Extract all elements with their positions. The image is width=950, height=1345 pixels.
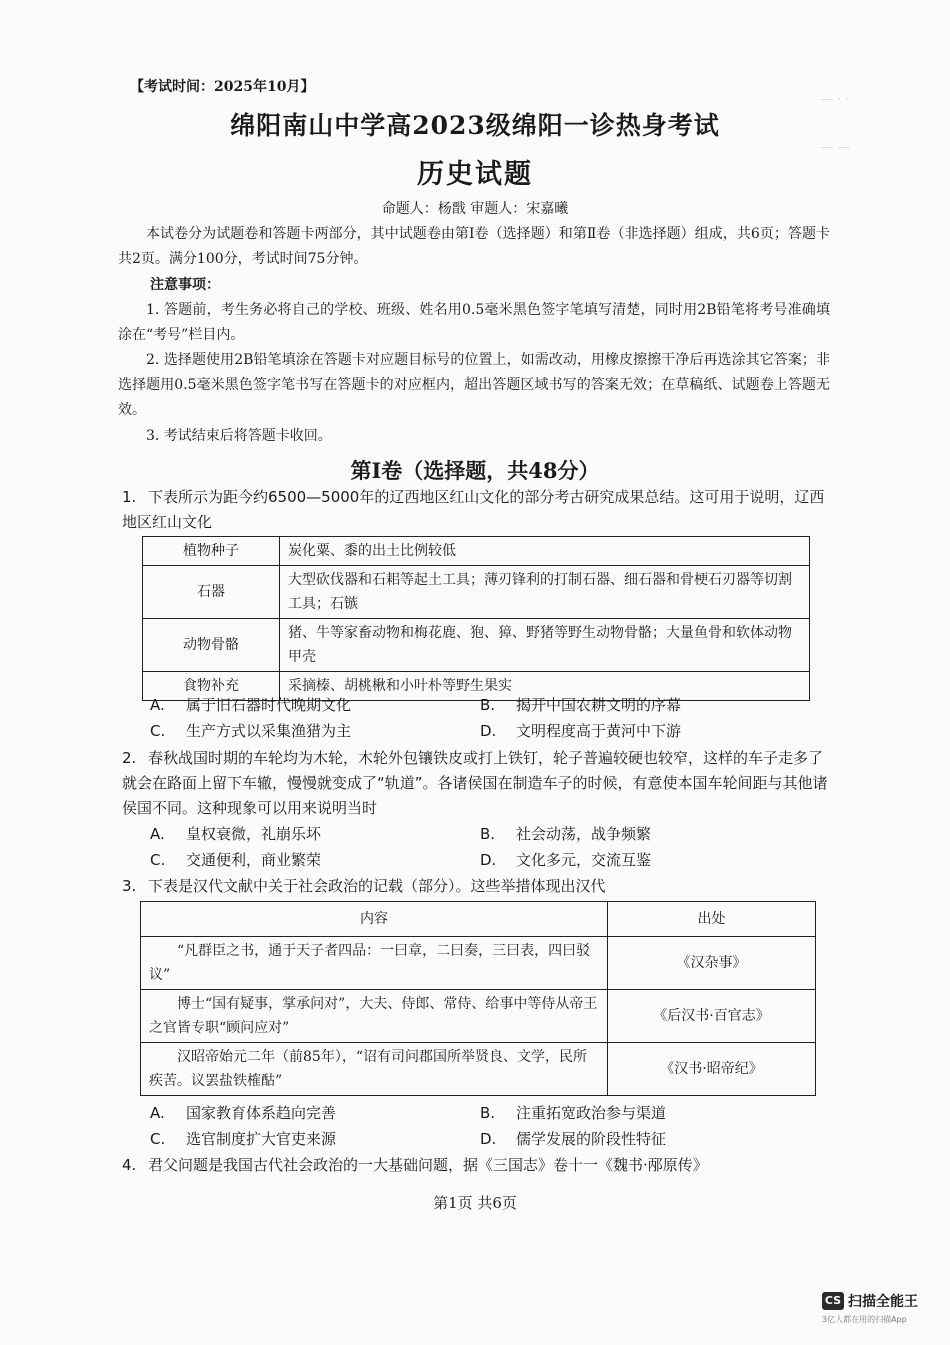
notice-item-2: 2. 选择题使用2B铅笔填涂在答题卡对应题目标号的位置上，如需改动，用橡皮擦擦干净后再选涂其它答案；非选择题用0.5毫米黑色签字笔书写在答题卡的对应框内，超出答题区域书写的答案无效；在草稿纸、试题卷上答题无效。 xyxy=(118,352,830,418)
table-row xyxy=(143,619,810,672)
table-cell-label: 石器 xyxy=(143,566,280,619)
table-cell-source: 《后汉书·百官志》 xyxy=(608,990,816,1043)
table-row xyxy=(141,990,816,1043)
option-3a: A. 国家教育体系趋向完善 xyxy=(150,1104,337,1122)
table-cell-content: 汉昭帝始元二年（前85年），“诏有司问郡国所举贤良、文学，民所疾苦。议罢盐铁榷酤” xyxy=(141,1043,608,1096)
table-cell-content: 博士“国有疑事，掌承问对”，大夫、侍郎、常侍、给事中等侍从帝王之官皆专职“顾问应对” xyxy=(141,990,608,1043)
scanner-watermark xyxy=(822,1290,918,1324)
option-2a: A. 皇权衰微，礼崩乐坏 xyxy=(150,825,322,843)
authors-line: 命题人：杨戬 审题人：宋嘉曦 xyxy=(381,201,569,217)
option-2b: B. 社会动荡，战争频繁 xyxy=(480,825,652,843)
table-header-row xyxy=(141,902,816,937)
notice-item-3: 3. 考试结束后将答题卡收回。 xyxy=(146,428,332,444)
table-cell-content: 大型砍伐器和石耜等起土工具；薄刃锋利的打制石器、细石器和骨梗石刃器等切割工具；石镞 xyxy=(280,566,810,619)
scanner-app-name: 扫描全能王 xyxy=(848,1293,918,1310)
exam-time: 【考试时间：2025年10月】 xyxy=(130,79,315,95)
table-cell-label: 植物种子 xyxy=(143,537,280,566)
option-1d: D. 文明程度高于黄河中下游 xyxy=(480,722,682,740)
table-cell-source: 《汉杂事》 xyxy=(608,937,816,990)
page-footer: 第1页 共6页 xyxy=(433,1194,517,1212)
question-3-stem: 3. 下表是汉代文献中关于社会政治的记载（部分）。这些举措体现出汉代 xyxy=(122,877,606,895)
table-row xyxy=(141,937,816,990)
option-2d: D. 文化多元，交流互鉴 xyxy=(480,851,652,869)
notice-title: 注意事项： xyxy=(150,277,220,293)
table-cell-source: 《汉书·昭帝纪》 xyxy=(608,1043,816,1096)
option-1a: A. 属于旧石器时代晚期文化 xyxy=(150,696,352,714)
table-row xyxy=(143,566,810,619)
scanner-tagline: 3亿人都在用的扫描App xyxy=(822,1315,907,1324)
section-title: 第Ⅰ卷（选择题，共48分） xyxy=(350,458,600,483)
table-header-content: 内容 xyxy=(141,902,608,937)
exam-title: 绵阳南山中学高2023级绵阳一诊热身考试 xyxy=(230,111,720,140)
notice-item-1: 1. 答题前，考生务必将自己的学校、班级、姓名用0.5毫米黑色签字笔填写清楚，同时用2B铅笔将考号准确填涂在“考号”栏目内。 xyxy=(118,302,830,343)
table-cell-content: “凡群臣之书，通于天子者四品：一曰章，二曰奏，三曰表，四曰驳议” xyxy=(141,937,608,990)
question-2-stem: 2. 春秋战国时期的车轮均为木轮，木轮外包镶铁皮或打上铁钉，轮子普遍较硬也较窄，这样的车子走多了就会在路面上留下车辙，慢慢就变成了“轨道”。各诸侯国在制造车子的时候，有意使本国车轮间距与其他诸侯国不同。这种现象可以用来说明当时 xyxy=(122,749,828,817)
exam-subtitle: 历史试题 xyxy=(417,159,533,190)
question-3-table xyxy=(140,901,816,1096)
table-cell-label: 食物补充 xyxy=(143,672,280,701)
option-3b: B. 注重拓宽政治参与渠道 xyxy=(480,1104,667,1122)
table-header-source: 出处 xyxy=(608,902,816,937)
scanner-logo-icon: CS xyxy=(822,1292,844,1310)
option-1c: C. 生产方式以采集渔猎为主 xyxy=(150,722,352,740)
table-cell-label: 动物骨骼 xyxy=(143,619,280,672)
intro-paragraph: 本试卷分为试题卷和答题卡两部分，其中试题卷由第Ⅰ卷（选择题）和第Ⅱ卷（非选择题）组成，共6页；答题卡共2页。满分100分，考试时间75分钟。 xyxy=(118,226,830,267)
table-row xyxy=(141,1043,816,1096)
option-3c: C. 选官制度扩大官吏来源 xyxy=(150,1130,337,1148)
question-1-stem: 1. 下表所示为距今约6500—5000年的辽西地区红山文化的部分考古研究成果总结。这可用于说明，辽西地区红山文化 xyxy=(122,488,825,531)
table-cell-content: 采摘榛、胡桃楸和小叶朴等野生果实 xyxy=(280,672,810,701)
table-cell-content: 猪、牛等家畜动物和梅花鹿、狍、獐、野猪等野生动物骨骼；大量鱼骨和软体动物甲壳 xyxy=(280,619,810,672)
table-cell-content: 炭化粟、黍的出土比例较低 xyxy=(280,537,810,566)
bleed-through-mark: — · · xyxy=(820,92,850,107)
table-row xyxy=(143,537,810,566)
question-4-stem: 4. 君父问题是我国古代社会政治的一大基础问题，据《三国志》卷十一《魏书·邴原传》 xyxy=(122,1156,708,1174)
bleed-through-mark: — — xyxy=(820,140,851,155)
option-1b: B. 揭开中国农耕文明的序幕 xyxy=(480,696,682,714)
question-1-table xyxy=(142,536,810,701)
option-3d: D. 儒学发展的阶段性特征 xyxy=(480,1130,667,1148)
option-2c: C. 交通便利，商业繁荣 xyxy=(150,851,322,869)
